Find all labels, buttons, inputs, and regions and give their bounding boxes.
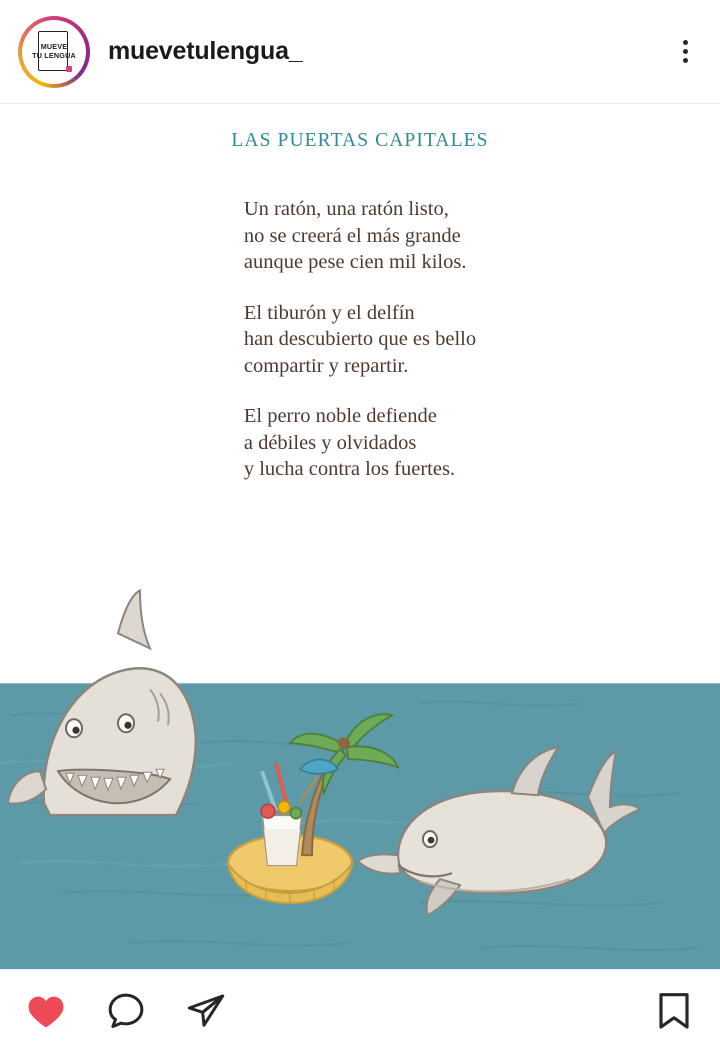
avatar-logo-line-1: MUEVE	[40, 42, 68, 51]
like-button[interactable]	[24, 989, 68, 1033]
poem-line: compartir y repartir.	[243, 354, 409, 377]
poem-line: aunque pese cien mil kilos.	[243, 251, 467, 273]
poem-line: y lucha contra los fuertes.	[243, 458, 456, 480]
poem-line: El tiburón y el delfín	[243, 301, 415, 324]
poem-line: han descubierto que es bello	[243, 328, 477, 350]
post-action-bar	[0, 969, 720, 1051]
save-button[interactable]	[652, 989, 696, 1033]
muevetulengua-logo-icon	[28, 26, 80, 78]
action-left-group	[24, 989, 652, 1033]
avatar-inner	[22, 20, 86, 84]
account-username[interactable]: muevetulengua_	[108, 37, 303, 65]
more-options-icon[interactable]	[668, 35, 702, 69]
more-dot	[683, 58, 688, 63]
post-header	[0, 0, 720, 104]
poem-line: El perro noble defiende	[243, 405, 437, 427]
post-illustration	[0, 104, 720, 969]
poem-line: Un ratón, una ratón listo,	[243, 198, 449, 220]
poem-line: a débiles y olvidados	[243, 431, 417, 454]
logo-dot	[66, 66, 72, 72]
more-dot	[683, 40, 688, 45]
post-media[interactable]	[0, 104, 720, 969]
share-button[interactable]	[184, 989, 228, 1033]
poem-title: LAS PUERTAS CAPITALES	[231, 130, 489, 151]
poem-line: no se creerá el más grande	[243, 224, 461, 247]
avatar-logo-line-2: TU LENGUA	[32, 50, 76, 60]
more-dot	[683, 49, 688, 54]
avatar[interactable]	[18, 16, 90, 88]
comment-button[interactable]	[104, 989, 148, 1033]
